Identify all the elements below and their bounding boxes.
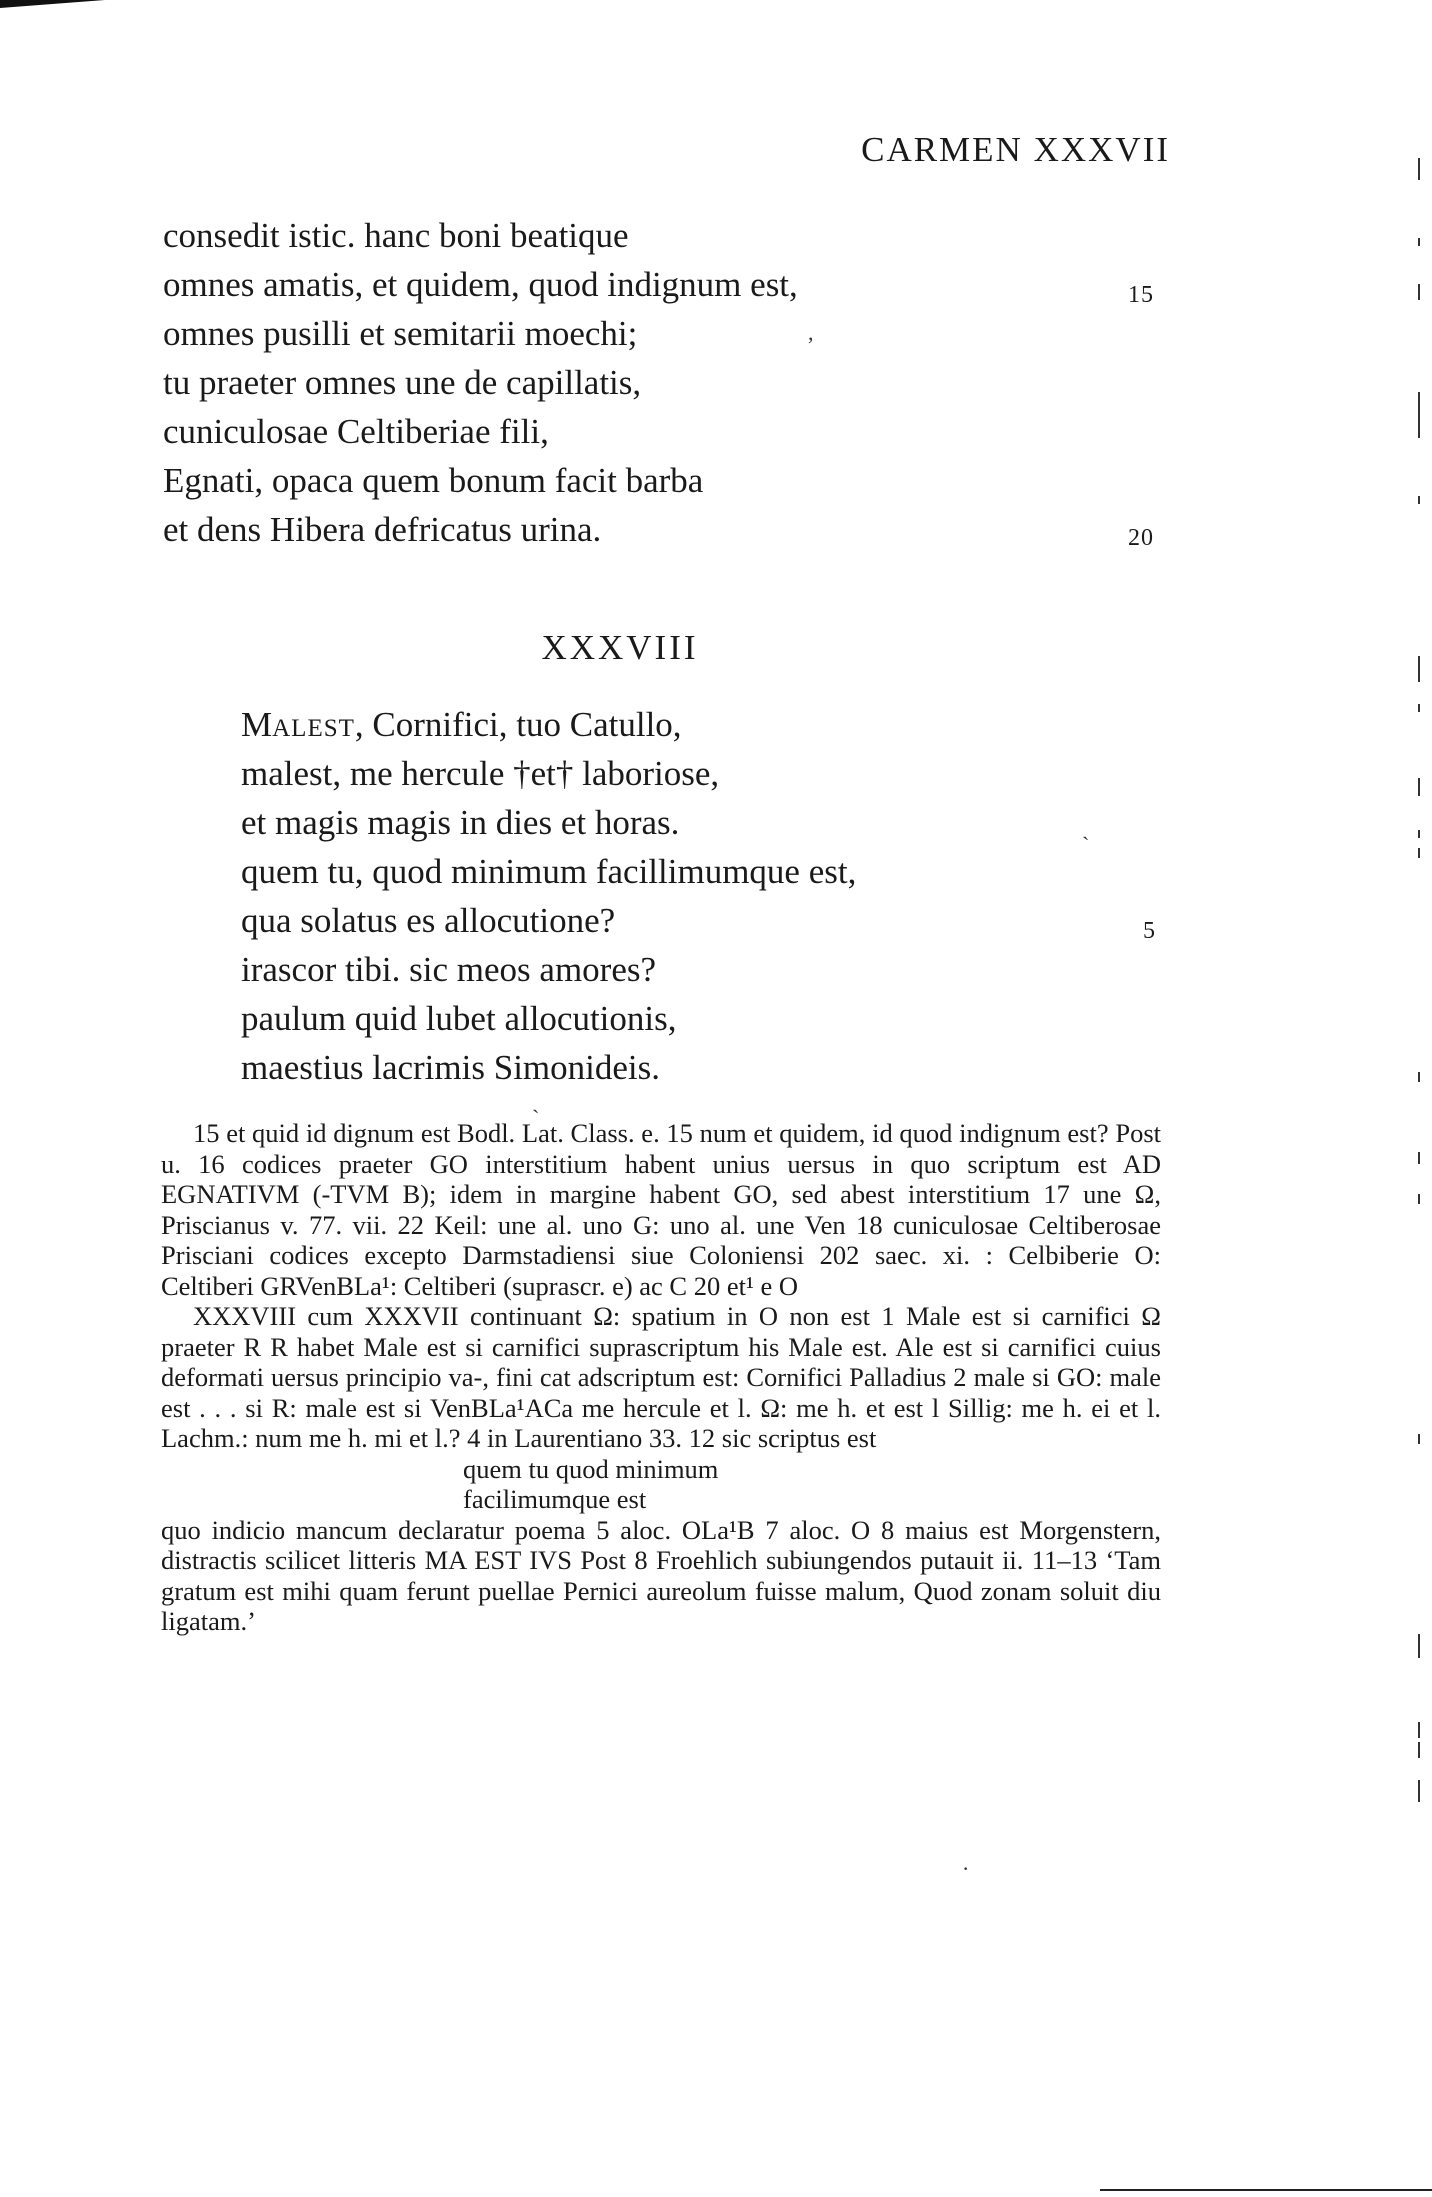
first-word-smallcaps: alest <box>272 705 355 744</box>
verse-line: cuniculosae Celtiberiae fili, <box>163 412 549 451</box>
margin-scan-mark <box>1418 238 1420 246</box>
poem-xxxvii-ending <box>163 211 798 554</box>
margin-scan-mark <box>1418 1742 1420 1758</box>
verse-line: et dens Hibera defricatus urina. <box>163 510 602 549</box>
verse-line: irascor tibi. sic meos amores? <box>241 950 657 989</box>
poem-xxxviii <box>241 700 856 1092</box>
verse-line: et magis magis in dies et horas. <box>241 803 680 842</box>
verse-line: omnes pusilli et semitarii moechi; <box>163 314 638 353</box>
first-line-rest: , Cornifici, tuo Catullo, <box>354 705 682 744</box>
margin-scan-mark <box>1418 830 1420 838</box>
margin-scan-mark <box>1418 1194 1420 1204</box>
verse-line: Egnati, opaca quem bonum facit barba <box>163 461 704 500</box>
margin-scan-mark <box>1418 656 1420 682</box>
margin-scan-mark <box>1418 496 1420 504</box>
margin-scan-mark <box>1418 284 1420 300</box>
verse-line: quem tu, quod minimum facillimumque est, <box>241 852 857 891</box>
stray-ink-mark: ˎ <box>1082 815 1090 840</box>
line-number: 20 <box>1128 525 1154 551</box>
margin-scan-mark <box>1418 1722 1420 1738</box>
apparatus-note: XXXVIII cum XXXVII continuant Ω: spatium in O non est 1 Male est si carnifici Ω praeter R R habet Male est si carnifici suprascriptum his Male est. Ale est si carnifici cuius deformati uersus principio va-, fini cat adscriptum est: Cornifici Palladius 2 male si GO: male est . . . si R: male est si VenBLa¹ACa me hercule et l. Ω: me h. et est l Sillig: me h. ei et l. Lachm.: num me h. mi et l.? 4 in Laurentiano 33. 12 sic scriptus est <box>161 1301 1161 1453</box>
margin-scan-mark <box>1418 1072 1420 1082</box>
verse-line: tu praeter omnes une de capillatis, <box>163 363 642 402</box>
verse-line: paulum quid lubet allocutionis, <box>241 999 677 1038</box>
verse-line: qua solatus es allocutione? <box>241 901 616 940</box>
margin-scan-mark <box>1418 158 1420 180</box>
apparatus-quoted-line: quem tu quod minimum <box>463 1453 719 1484</box>
margin-scan-mark <box>1418 392 1420 438</box>
line-number: 5 <box>1143 918 1156 944</box>
page-bottom-rule <box>1100 2189 1432 2191</box>
stray-ink-mark: · <box>962 1856 970 1881</box>
verse-line: maestius lacrimis Simonideis. <box>241 1048 660 1087</box>
apparatus-note: quo indicio mancum declaratur poema 5 aloc. OLa¹B 7 aloc. O 8 maius est Morgenstern, distractis scilicet litteris MA EST IVS Post 8 Froehlich subiungendos putauit ii. 11–13 ‘Tam gratum est mihi quam ferunt puellae Pernici aureolum fuisse malum, Quod zonam soluit diu ligatam.’ <box>161 1514 1161 1636</box>
stray-ink-mark: , <box>808 320 814 345</box>
verse-line: consedit istic. hanc boni beatique <box>163 216 629 255</box>
margin-scan-mark <box>1418 1152 1420 1164</box>
apparatus-quoted-line: facilimumque est <box>463 1484 647 1514</box>
initial-capital: M <box>241 705 273 744</box>
verse-line-first <box>241 700 856 749</box>
running-head: CARMEN XXXVII <box>861 130 1170 169</box>
stray-ink-mark: ˏ <box>532 1088 540 1113</box>
apparatus-note: 15 et quid id dignum est Bodl. Lat. Class. e. 15 num et quidem, id quod indignum est? Post u. 16 codices praeter GO interstitium habent unius uersus in quo scriptum est AD EGNATIVM (-TVM B); idem in margine habent GO, sed abest interstitium 17 une Ω, Priscianus v. 77. vii. 22 Keil: une al. uno G: uno al. une Ven 18 cuniculosae Celtiberosae Prisciani codices excepto Darmstadiensi siue Coloniensi 202 saec. xi. : Celbiberie O: Celtiberi GRVenBLa¹: Celtiberi (suprascr. e) ac C 20 et¹ e O <box>161 1118 1161 1301</box>
margin-scan-mark <box>1418 704 1420 712</box>
line-number: 15 <box>1128 282 1154 308</box>
margin-scan-mark <box>1418 848 1420 858</box>
margin-scan-mark <box>1418 1634 1420 1658</box>
verse-line: malest, me hercule †et† laboriose, <box>241 754 720 793</box>
margin-scan-mark <box>1418 1434 1420 1444</box>
corner-scan-mark <box>0 0 105 8</box>
margin-scan-mark <box>1418 1780 1420 1802</box>
verse-line: omnes amatis, et quidem, quod indignum est, <box>163 265 798 304</box>
margin-scan-mark <box>1418 778 1420 796</box>
critical-apparatus <box>161 1118 1161 1637</box>
poem-title: XXXVIII <box>541 628 699 667</box>
